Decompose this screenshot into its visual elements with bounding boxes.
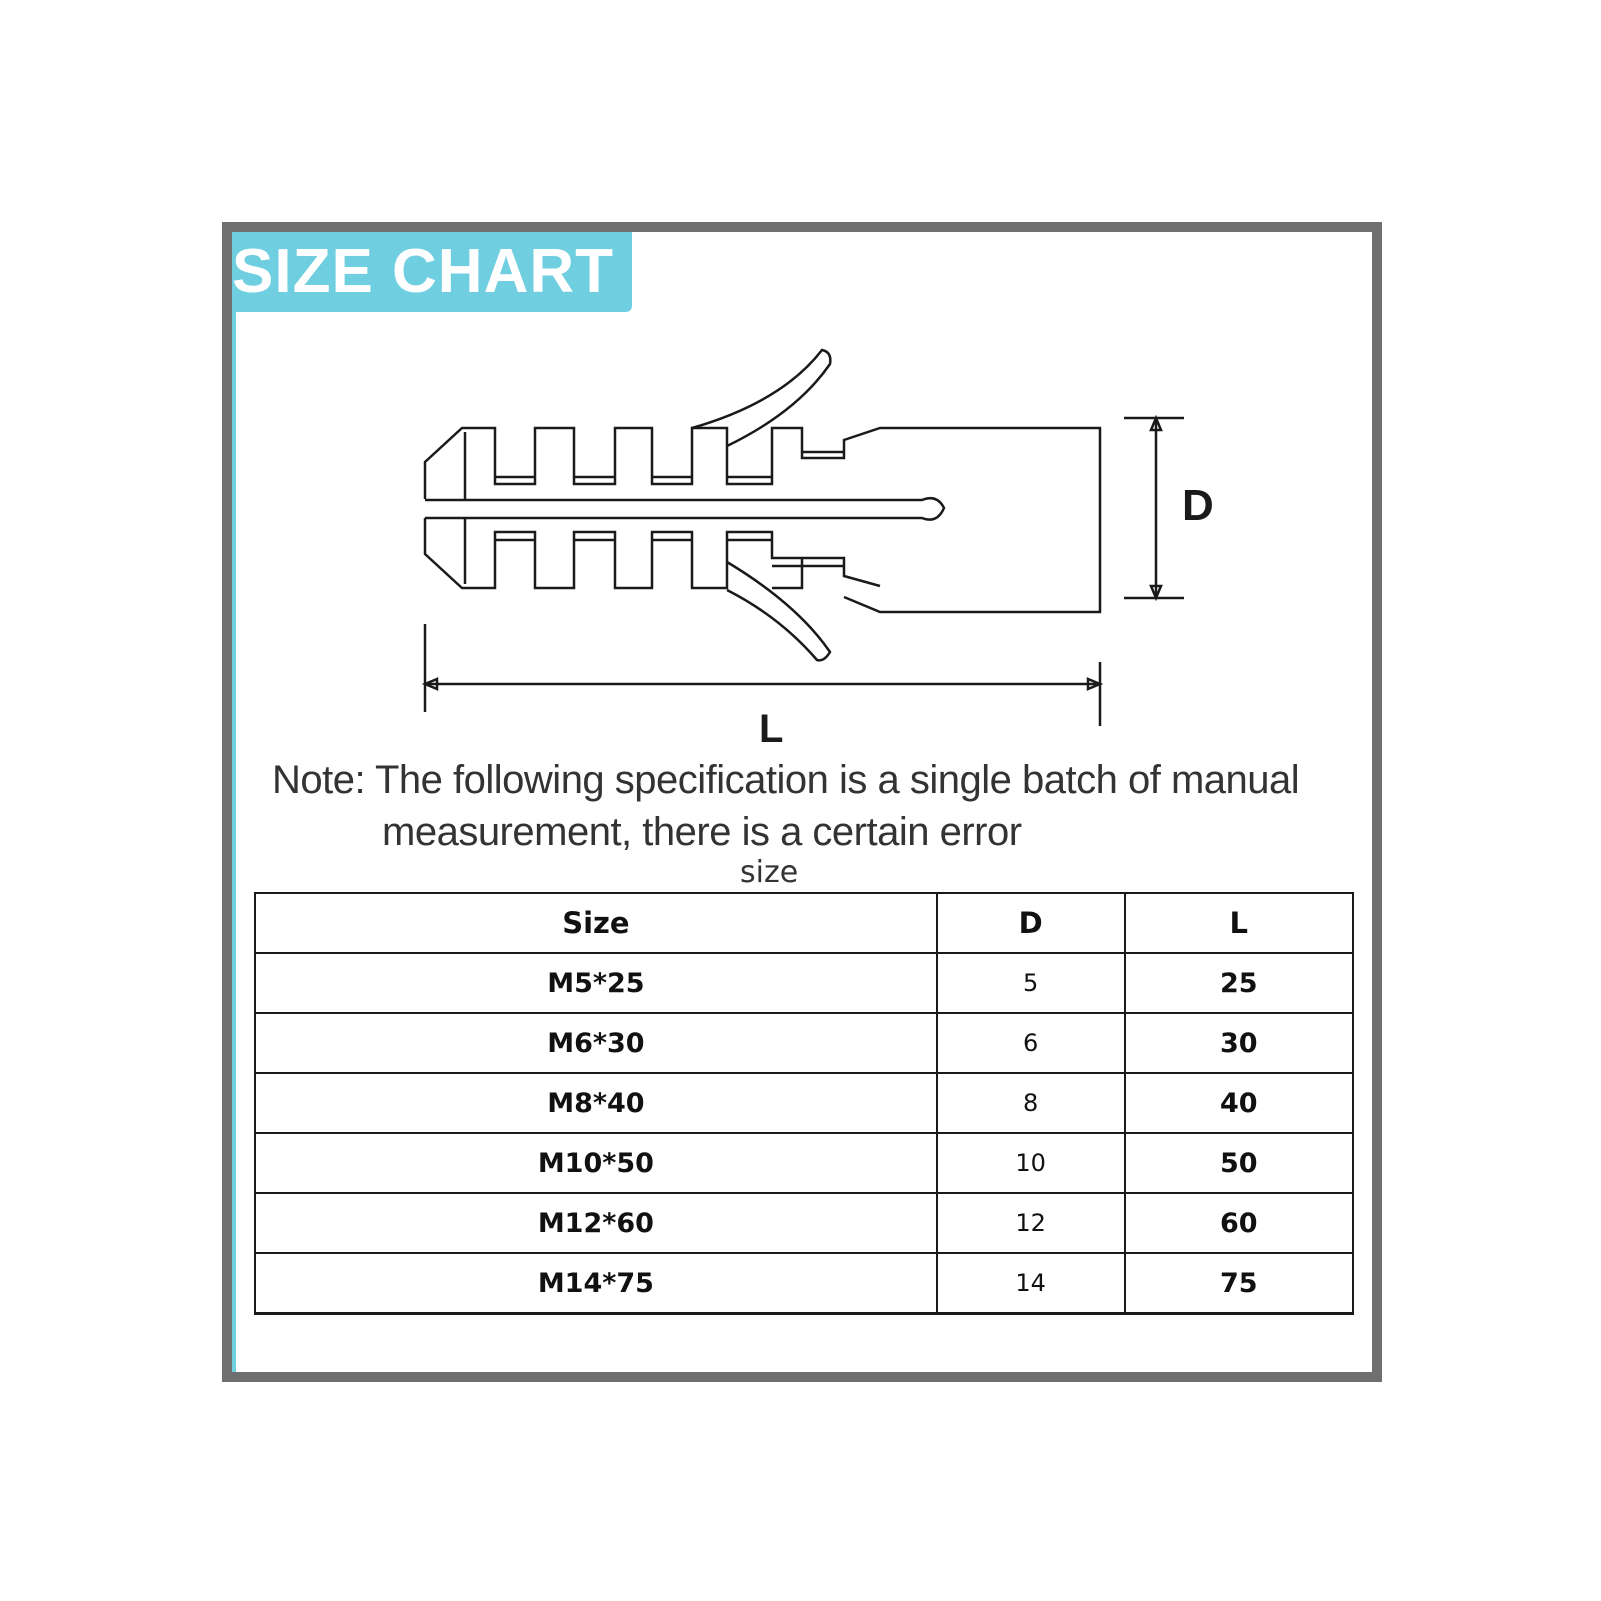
size-table xyxy=(254,892,1354,1315)
anchor-upper-wing xyxy=(692,350,830,446)
l-cell: 25 xyxy=(1125,953,1353,1013)
size-cell: M5*25 xyxy=(255,953,937,1013)
table-caption: size xyxy=(740,855,799,890)
header-l: L xyxy=(1125,893,1353,953)
table-row xyxy=(255,1013,1353,1073)
size-cell: M10*50 xyxy=(255,1133,937,1193)
size-chart-frame xyxy=(222,222,1382,1382)
note-line-2: measurement, there is a certain error xyxy=(382,810,1022,854)
size-cell: M14*75 xyxy=(255,1253,937,1314)
table-row xyxy=(255,1133,1353,1193)
d-cell: 14 xyxy=(937,1253,1125,1314)
d-cell: 5 xyxy=(937,953,1125,1013)
l-cell: 30 xyxy=(1125,1013,1353,1073)
anchor-lower-outline xyxy=(425,518,880,588)
measurement-note xyxy=(272,754,1362,858)
l-cell: 40 xyxy=(1125,1073,1353,1133)
size-cell: M12*60 xyxy=(255,1193,937,1253)
d-cell: 8 xyxy=(937,1073,1125,1133)
table-header-row xyxy=(255,893,1353,953)
dimension-d-label: D xyxy=(1182,481,1214,530)
l-cell: 50 xyxy=(1125,1133,1353,1193)
size-cell: M8*40 xyxy=(255,1073,937,1133)
note-line-1: Note: The following specification is a single batch of manual xyxy=(272,758,1300,802)
table-row xyxy=(255,1253,1353,1314)
page-title: SIZE CHART xyxy=(232,237,614,306)
anchor-lower-wing xyxy=(727,562,830,660)
table-row xyxy=(255,1193,1353,1253)
d-cell: 10 xyxy=(937,1133,1125,1193)
anchor-slot xyxy=(425,498,944,519)
d-cell: 12 xyxy=(937,1193,1125,1253)
header-size: Size xyxy=(255,893,937,953)
size-cell: M6*30 xyxy=(255,1013,937,1073)
l-cell: 75 xyxy=(1125,1253,1353,1314)
d-cell: 6 xyxy=(937,1013,1125,1073)
wall-plug-diagram xyxy=(232,232,1372,752)
header-d: D xyxy=(937,893,1125,953)
dimension-l-label: L xyxy=(759,707,784,751)
table-row xyxy=(255,1073,1353,1133)
l-cell: 60 xyxy=(1125,1193,1353,1253)
table-row xyxy=(255,953,1353,1013)
